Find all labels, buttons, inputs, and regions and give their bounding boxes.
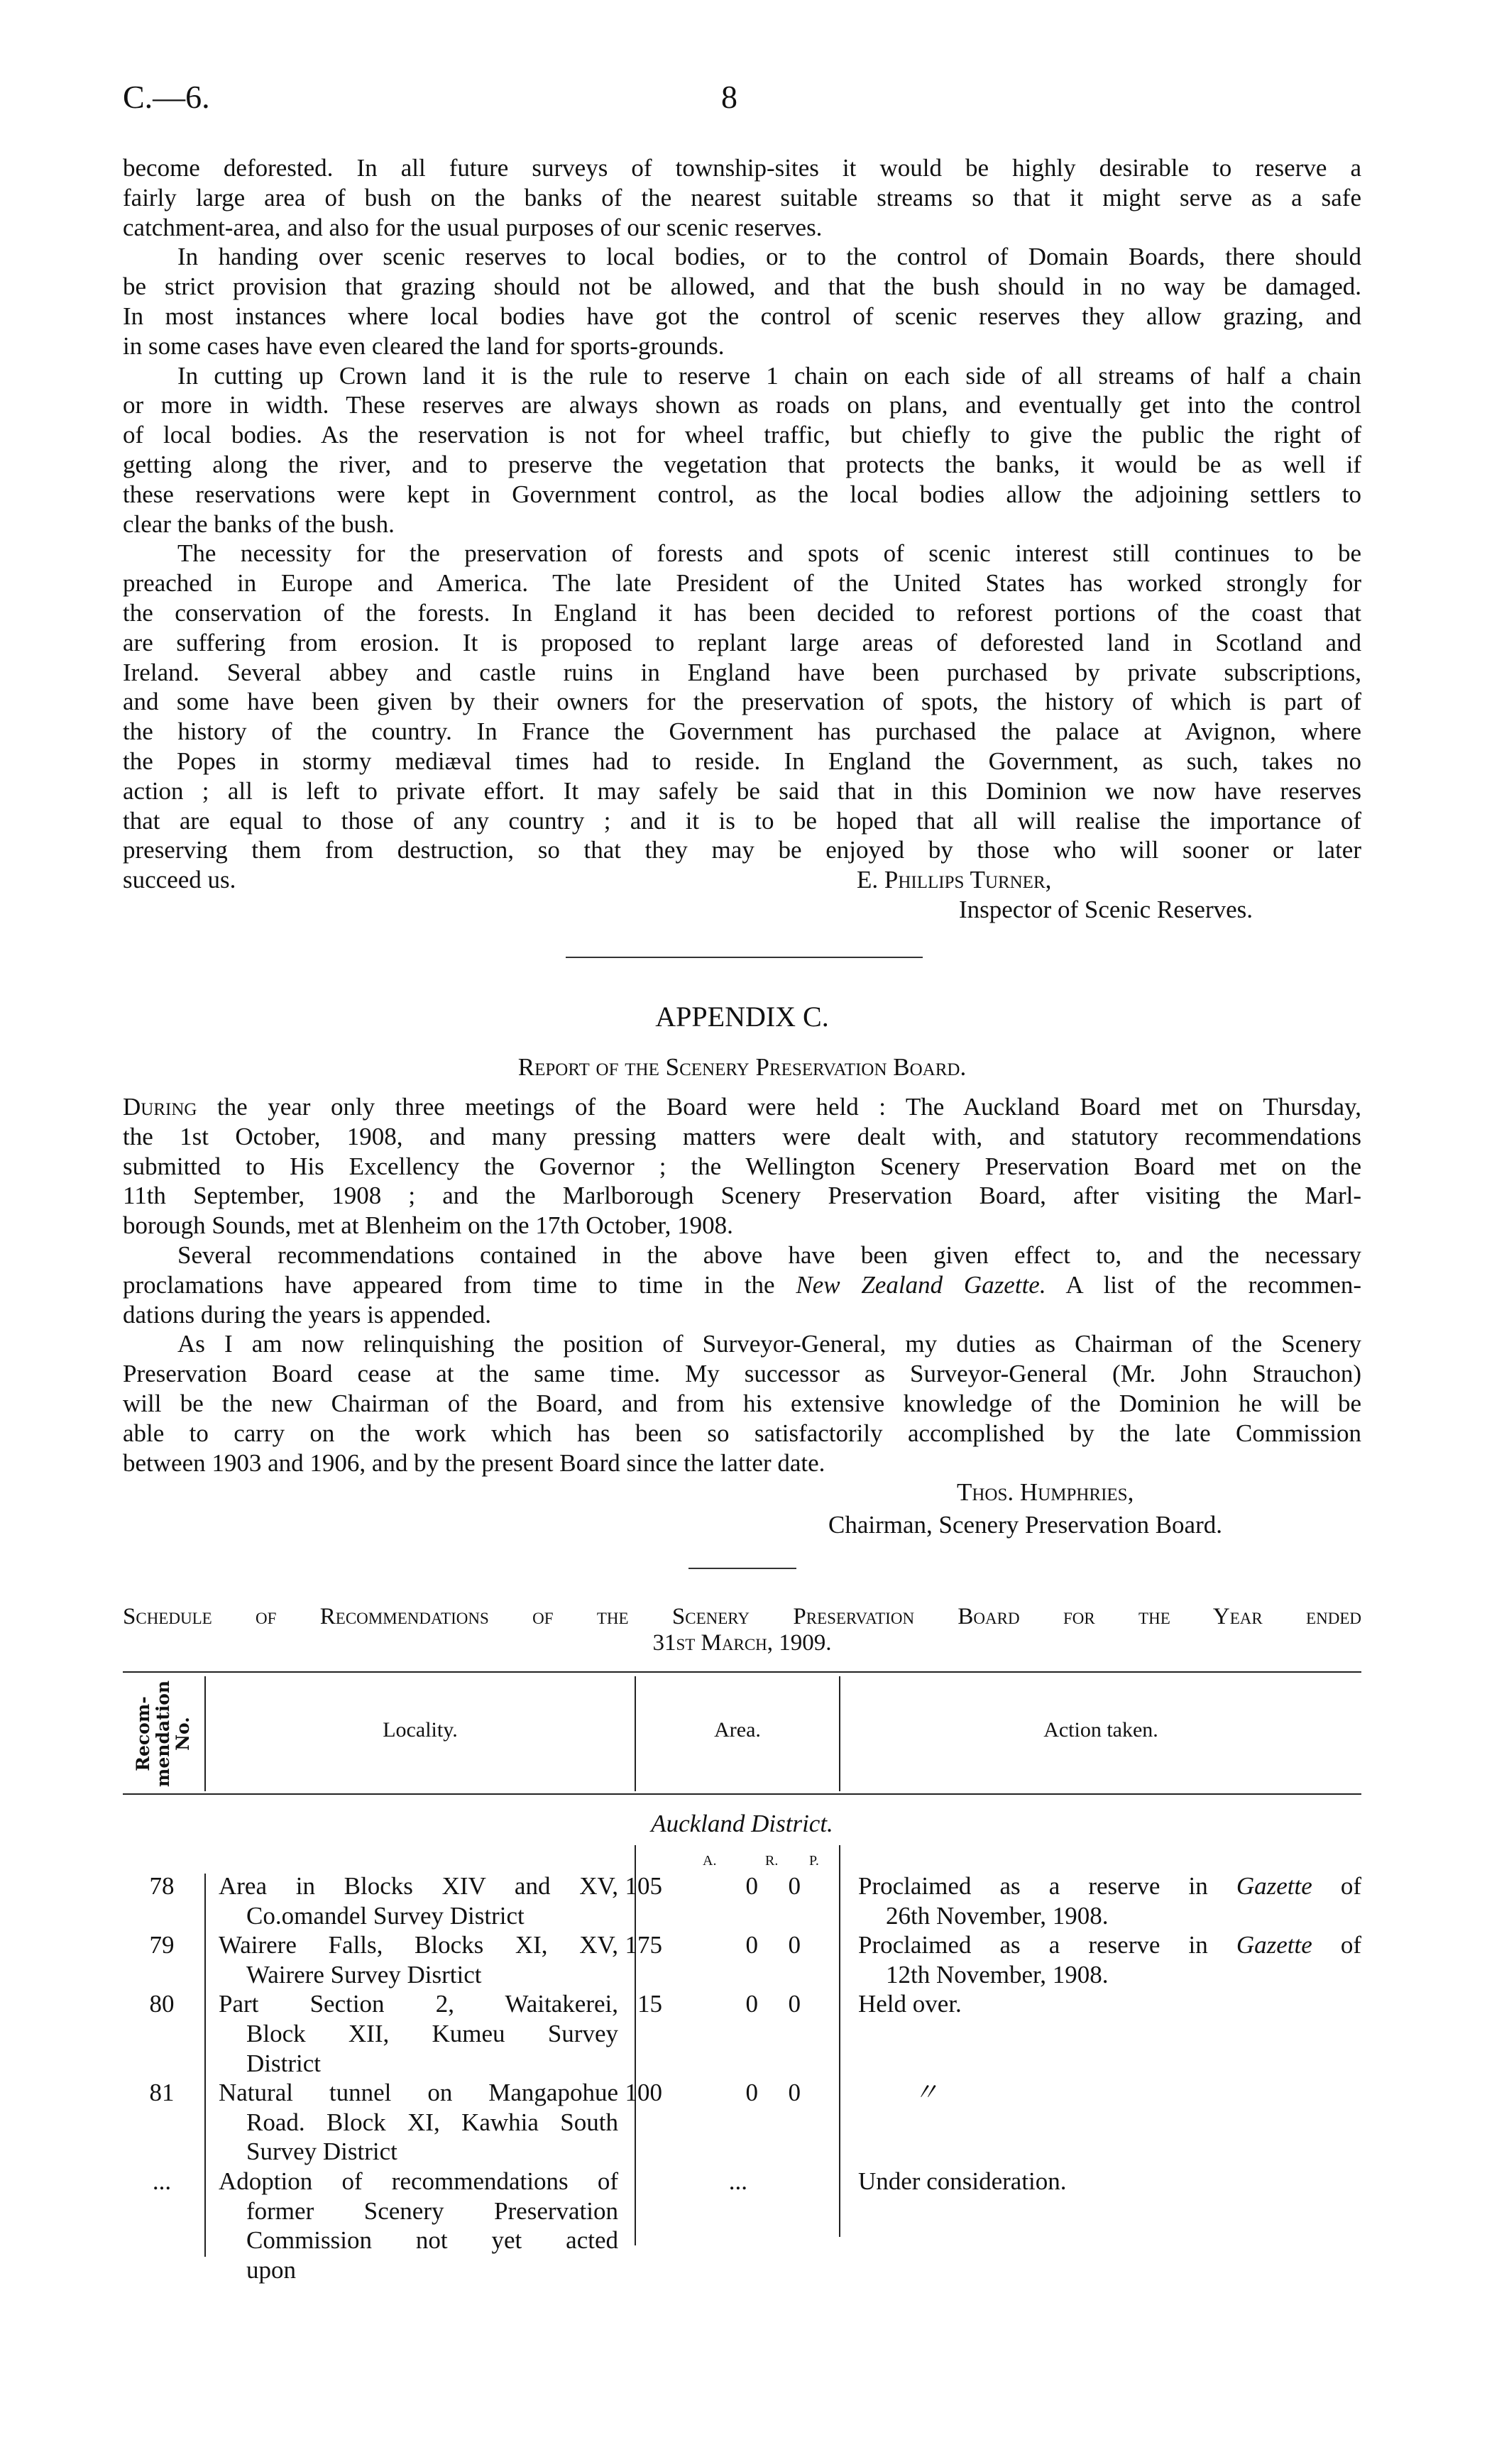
action-cell (858, 1930, 1361, 1989)
report-body-text (123, 153, 1361, 895)
text-segment: proclamations have appeared from time to time in the (123, 1270, 796, 1299)
action-line: Held over. (858, 1990, 962, 2018)
area-perches: 0 (788, 1990, 801, 2018)
locality-cell (219, 1871, 618, 1930)
locality-line: former Scenery Preservation (246, 2196, 618, 2225)
text-line: fairly large area of bush on the banks of the nearest suitable streams so that it might serve as a safe (123, 183, 1361, 211)
locality-line: Co.omandel Survey District (246, 1901, 525, 1930)
unit-acres: A. (703, 1853, 717, 1869)
area-roods: 0 (745, 1872, 758, 1900)
text-segment: Proclaimed as a reserve in (858, 1931, 1236, 1959)
locality-line: Commission not yet acted (246, 2226, 618, 2255)
text-line: Ireland. Several abbey and castle ruins in England have been purchased by private subscriptions, (123, 658, 1361, 686)
text-segment: of (1312, 1931, 1361, 1959)
ditto-mark: 〃 (913, 2079, 939, 2107)
locality-line: Wairere Survey Disrtict (246, 1960, 482, 1989)
text-line: Preservation Board cease at the same time. My successor as Surveyor-General (Mr. John Strauchon) (123, 1360, 1361, 1388)
appendix-signature-title: Chairman, Scenery Preservation Board. (828, 1511, 1222, 1539)
appendix-body-text (123, 1092, 1361, 1478)
text-line: of local bodies. As the reservation is not for wheel traffic, but chiefly to give the public the right of (123, 421, 1361, 449)
appendix-title: APPENDIX C. (655, 1001, 829, 1033)
text-line: and some have been given by their owners for the preservation of spots, the history of which is part of (123, 688, 1361, 716)
section-divider (688, 1568, 796, 1569)
area-perches: 0 (788, 1872, 801, 1900)
text-segment: Proclaimed as a reserve in (858, 1872, 1236, 1900)
area-perches: 0 (788, 1931, 801, 1959)
locality-line: District (246, 2049, 321, 2077)
schedule-title-date: 31st March, 1909. (652, 1630, 832, 1656)
appendix-signature-name: Thos. Humphries, (957, 1478, 1134, 1506)
area-acres: 105 (625, 1872, 662, 1900)
text-line: between 1903 and 1906, and by the present Board since the latter date. (123, 1448, 825, 1477)
area-roods: 0 (745, 1990, 758, 2018)
text-line: As I am now relinquishing the position of Surveyor-General, my duties as Chairman of the Scenery (177, 1330, 1361, 1358)
text-line: In most instances where local bodies have got the control of scenic reserves they allow grazing, and (123, 302, 1361, 330)
unit-perches: P. (809, 1853, 819, 1869)
text-line: In handing over scenic reserves to local bodies, or to the control of Domain Boards, there should (177, 243, 1361, 271)
text-line: the Popes in stormy mediæval times had to reside. In England the Government, as such, takes no (123, 747, 1361, 775)
locality-cell (219, 1989, 618, 2078)
text-line: these reservations were kept in Government control, as the local bodies allow the adjoining settlers to (123, 480, 1361, 508)
table-row (123, 1930, 1361, 1989)
table-top-rule (123, 1671, 1361, 1673)
text-line: or more in width. These reserves are always shown as roads on plans, and eventually get into the control (123, 391, 1361, 419)
action-line (858, 1930, 1361, 1960)
text-line: dations during the years is appended. (123, 1300, 492, 1329)
text-line: are suffering from erosion. It is proposed to replant large areas of deforested land in Scotland and (123, 628, 1361, 656)
action-line: 26th November, 1908. (886, 1901, 1109, 1930)
table-row (123, 1871, 1361, 1930)
text-line (123, 1092, 1361, 1122)
table-header-rule (123, 1793, 1361, 1795)
signature-title: Inspector of Scenic Reserves. (959, 896, 1253, 923)
text-line: become deforested. In all future surveys of township-sites it would be highly desirable to reserve a (123, 154, 1361, 182)
text-line: 11th September, 1908 ; and the Marlborough Scenery Preservation Board, after visiting the Marl- (123, 1182, 1361, 1210)
area-roods: 0 (745, 2079, 758, 2107)
action-cell (858, 1871, 1361, 1930)
column-header-number-label: Recom- mendation No. (133, 1680, 193, 1788)
locality-line: Road. Block XI, Kawhia South (246, 2108, 618, 2136)
area-acres: 100 (625, 2079, 662, 2107)
lead-word: During (123, 1093, 197, 1121)
area-perches: 0 (788, 2079, 801, 2107)
text-line: borough Sounds, met at Blenheim on the 17th October, 1908. (123, 1211, 733, 1240)
action-cell (858, 1989, 1361, 2019)
document-code: C.—6. (123, 79, 210, 115)
recommendation-number: 79 (149, 1931, 175, 1959)
locality-cell (219, 1930, 618, 1989)
district-heading: Auckland District. (651, 1810, 833, 1837)
locality-line: Area in Blocks XIV and XV, (219, 1872, 618, 1900)
text-line: clear the banks of the bush. (123, 510, 395, 538)
recommendation-number: 81 (149, 2079, 175, 2107)
text-line: preached in Europe and America. The late President of the United States has worked strongly for (123, 569, 1361, 598)
text-line (123, 1270, 1361, 1300)
recommendation-number: 78 (149, 1872, 175, 1900)
recommendation-number: ... (152, 2167, 172, 2195)
area-acres: 175 (625, 1931, 662, 1959)
locality-cell (219, 2167, 618, 2284)
text-line: catchment-area, and also for the usual purposes of our scenic reserves. (123, 213, 823, 241)
text-line: In cutting up Crown land it is the rule to reserve 1 chain on each side of all streams of half a chain (177, 361, 1361, 390)
action-cell (858, 2167, 1361, 2196)
italic-text: Gazette (1236, 1931, 1312, 1959)
text-line: the conservation of the forests. In England it has been decided to reforest portions of the coast that (123, 598, 1361, 627)
signature-name: E. Phillips Turner, (857, 866, 1052, 893)
area-acres: ... (728, 2167, 747, 2195)
text-line: will be the new Chairman of the Board, and from his extensive knowledge of the Dominion he will be (123, 1389, 1361, 1417)
locality-cell (219, 2078, 618, 2167)
table-row (123, 2078, 1361, 2167)
recommendation-number: 80 (149, 1990, 175, 2018)
action-line: Under consideration. (858, 2167, 1067, 2195)
action-line: 12th November, 1908. (886, 1960, 1109, 1989)
text-line: The necessity for the preservation of forests and spots of scenic interest still continues to be (177, 539, 1361, 568)
locality-line: Part Section 2, Waitakerei, (219, 1990, 618, 2018)
italic-text: New Zealand Gazette. (796, 1270, 1046, 1299)
text-line: the history of the country. In France the Government has purchased the palace at Avignon, where (123, 717, 1361, 746)
appendix-subtitle: Report of the Scenery Preservation Board. (517, 1053, 967, 1081)
unit-roods: R. (765, 1853, 779, 1869)
schedule-title: Schedule of Recommendations of the Scenery Preservation Board for the Year ended (123, 1604, 1361, 1629)
column-header-area: Area. (714, 1718, 761, 1742)
text-line: preserving them from destruction, so that they may be enjoyed by those who will sooner or later (123, 836, 1361, 864)
text-line: that are equal to those of any country ; and it is to be hoped that all will realise the importance of (123, 806, 1361, 835)
action-line (858, 1871, 1361, 1901)
page-number: 8 (721, 79, 737, 115)
text-line: succeed us. (123, 866, 236, 894)
table-row (123, 2167, 1361, 2284)
area-acres: 15 (637, 1990, 662, 2018)
action-cell (858, 2078, 1361, 2108)
locality-line: Wairere Falls, Blocks XI, XV, (219, 1931, 618, 1959)
text-line: able to carry on the work which has been so satisfactorily accomplished by the late Commission (123, 1419, 1361, 1447)
locality-line: Block XII, Kumeu Survey (246, 2019, 618, 2047)
italic-text: Gazette (1236, 1872, 1312, 1900)
column-header-number (126, 1676, 201, 1791)
text-segment: A list of the recommen- (1046, 1270, 1361, 1299)
area-roods: 0 (745, 1931, 758, 1959)
text-line: getting along the river, and to preserve the vegetation that protects the banks, it would be as well if (123, 450, 1361, 478)
locality-line: upon (246, 2255, 296, 2284)
text-line: in some cases have even cleared the land for sports-grounds. (123, 331, 725, 360)
section-divider (566, 957, 923, 958)
column-header-locality: Locality. (383, 1718, 458, 1742)
column-header-action: Action taken. (1043, 1718, 1158, 1742)
text-line: Several recommendations contained in the above have been given effect to, and the necessary (177, 1241, 1361, 1269)
text-segment: the year only three meetings of the Board were held : The Auckland Board met on Thursday, (197, 1093, 1361, 1121)
text-line: action ; all is left to private effort. It may safely be said that in this Dominion we now have reserves (123, 776, 1361, 805)
text-segment: of (1312, 1872, 1361, 1900)
text-line: the 1st October, 1908, and many pressing matters were dealt with, and statutory recommendations (123, 1122, 1361, 1150)
locality-line: Adoption of recommendations of (219, 2167, 618, 2195)
text-line: be strict provision that grazing should not be allowed, and that the bush should in no way be damaged. (123, 273, 1361, 301)
locality-line: Natural tunnel on Mangapohue (219, 2079, 618, 2107)
locality-line: Survey District (246, 2138, 397, 2166)
table-row (123, 1989, 1361, 2078)
text-line: submitted to His Excellency the Governor ; the Wellington Scenery Preservation Board met on the (123, 1152, 1361, 1180)
